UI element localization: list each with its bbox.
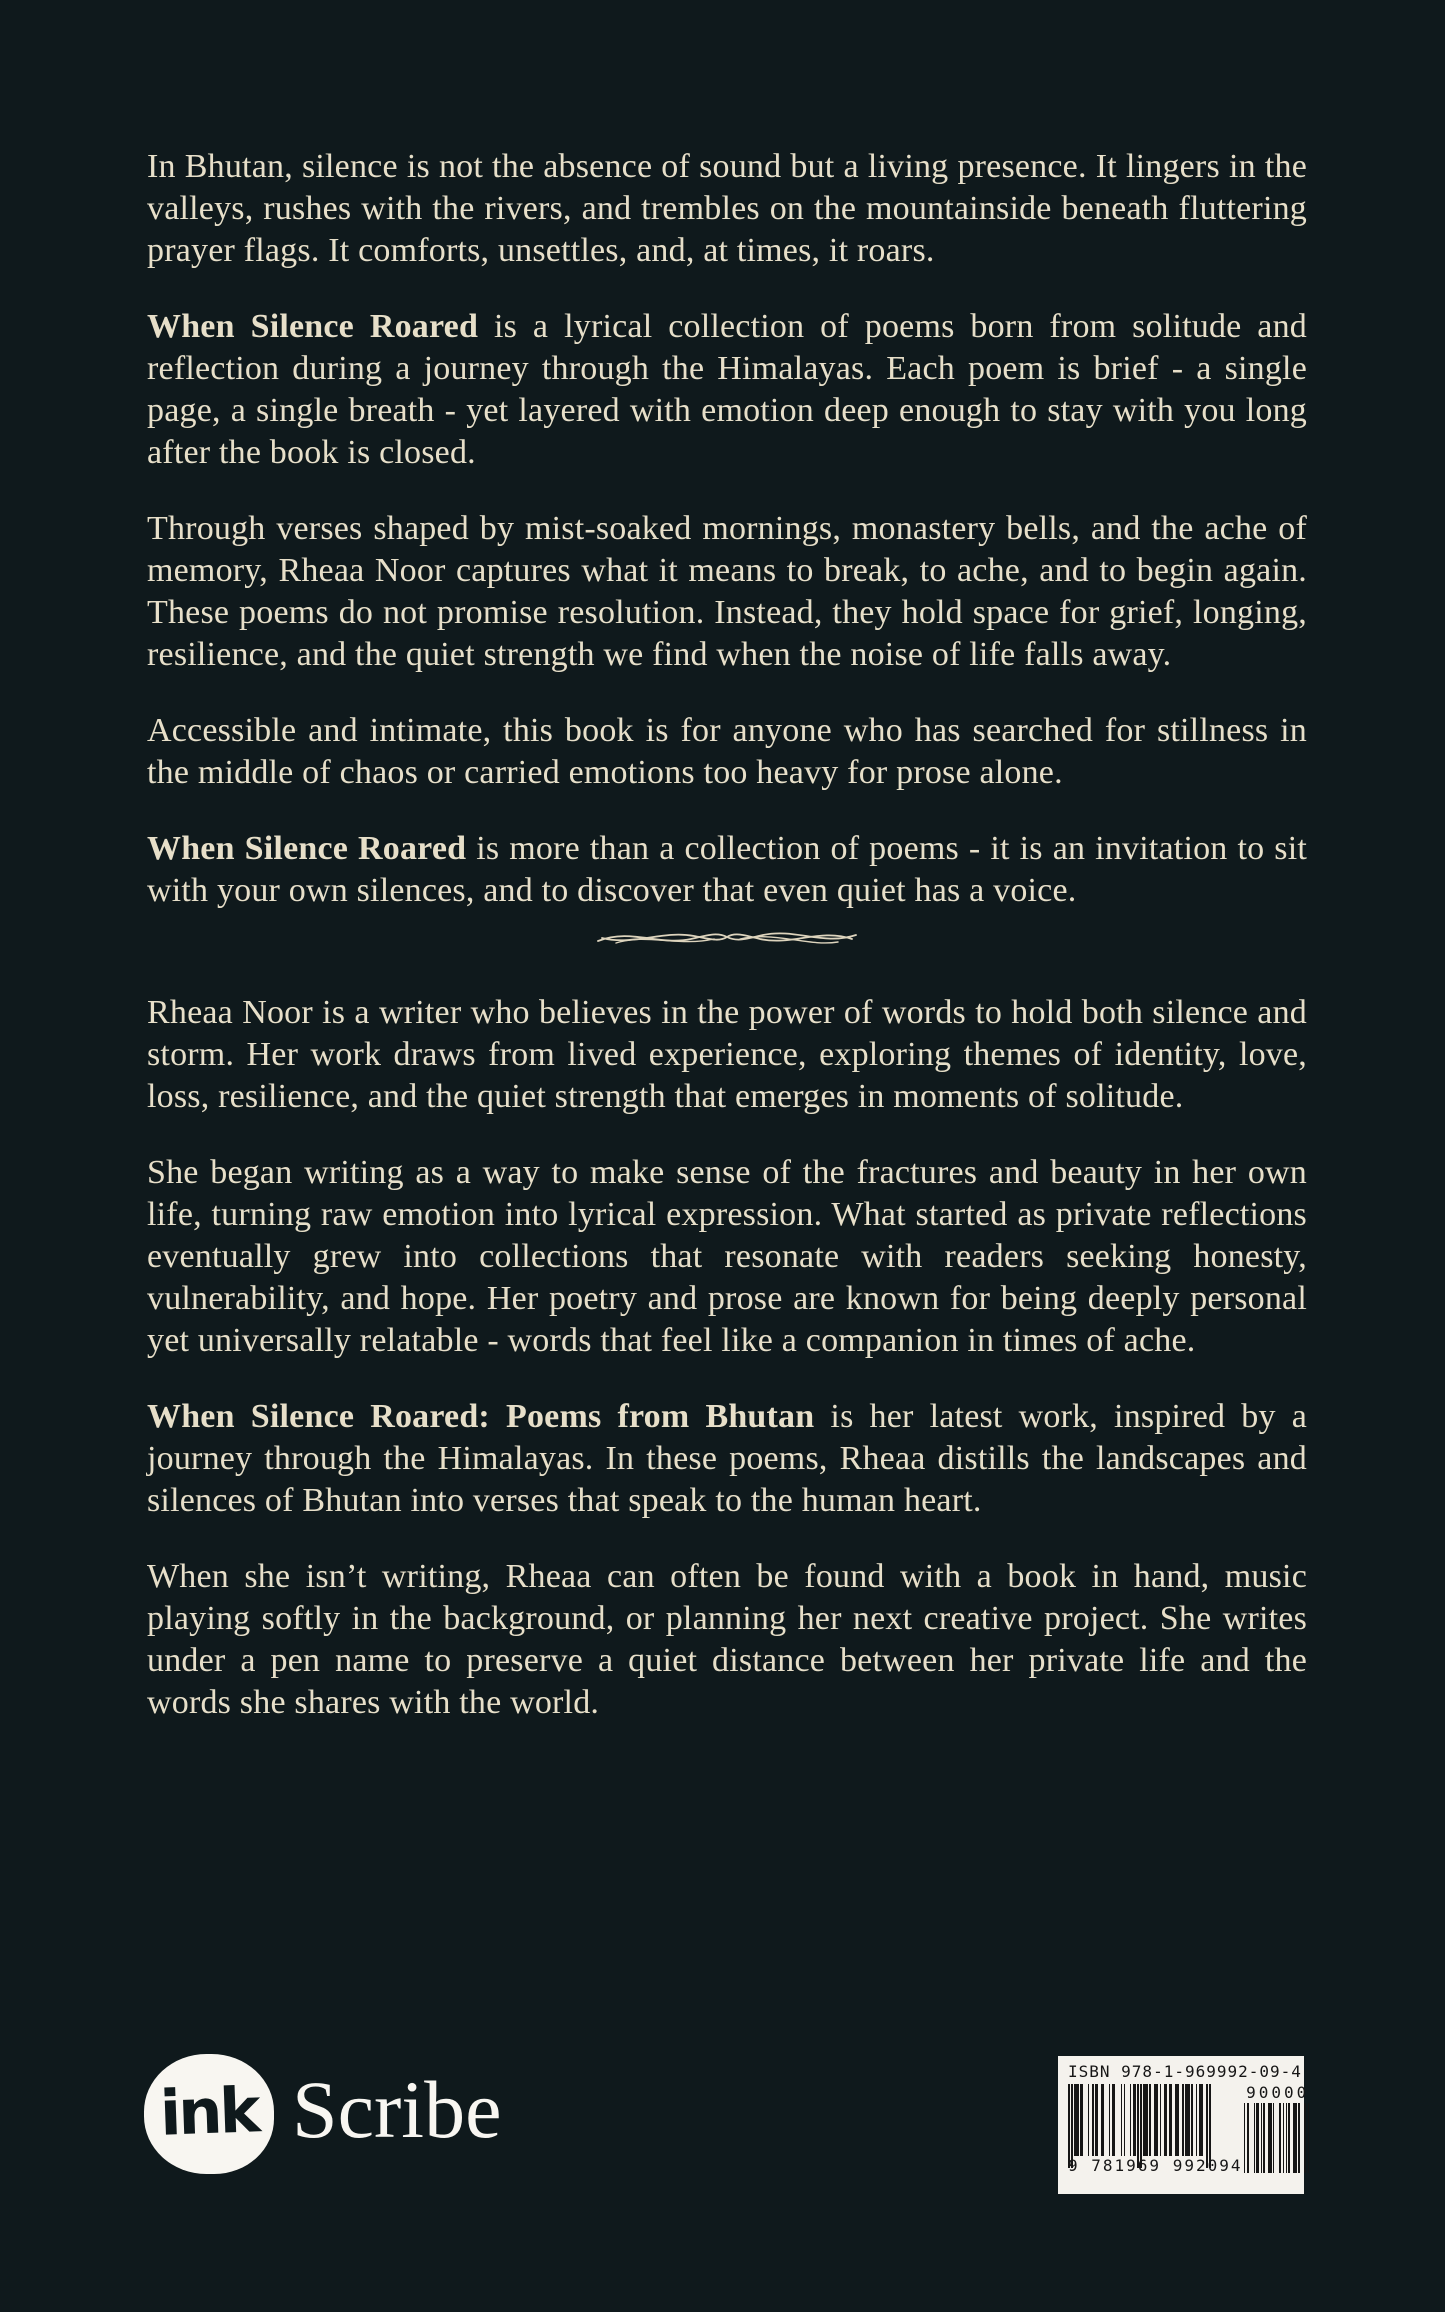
flourish-divider-icon [596, 926, 858, 948]
back-cover-text [147, 146, 1307, 1724]
ean13-barcode [1068, 2084, 1243, 2174]
synopsis-paragraph [147, 306, 1307, 474]
publisher-logo [144, 2054, 501, 2174]
section-divider [147, 926, 1307, 948]
barcode-digits: 9 781969 992094 [1068, 2156, 1243, 2175]
paragraph-text: When she isn’t writing, Rheaa can often be found with a book in hand, music playing softly in the background, or planning her next creative project. She writes under a pen name to preserve a quiet distance between her private life and the words she shares with the world. [147, 1558, 1307, 1721]
paragraph-text: Accessible and intimate, this book is for anyone who has searched for stillness in the middle of chaos or carried emotions too heavy for prose alone. [147, 712, 1307, 791]
synopsis-paragraph [147, 828, 1307, 912]
synopsis-section [147, 146, 1307, 912]
synopsis-paragraph [147, 146, 1307, 272]
paragraph-text: She began writing as a way to make sense of the fractures and beauty in her own life, turning raw emotion into lyrical expression. What started as private reflections eventually grew into collections that resonate with readers seeking honesty, vulnerability, and hope. Her poetry and prose are known for being deeply personal yet universally relatable - words that feel like a companion in times of ache. [147, 1154, 1307, 1359]
isbn-number: ISBN 978-1-969992-09-4 [1068, 2062, 1302, 2081]
bio-paragraph [147, 992, 1307, 1118]
synopsis-paragraph [147, 508, 1307, 676]
publisher-name: Scribe [292, 2064, 502, 2155]
paragraph-text: is more than a collection of poems - it is an invitation to sit with your own silences, and to discover that even quiet has a voice. [147, 830, 1307, 909]
barcode-module [1308, 2103, 1309, 2173]
isbn-barcode [1058, 2056, 1310, 2194]
barcode-bars-row [1068, 2083, 1310, 2188]
paragraph-text: is her latest work, inspired by a journey through the Himalayas. In these poems, Rheaa distills the landscapes and silences of Bhutan into verses that speak to the human heart. [147, 1398, 1307, 1519]
bio-paragraph [147, 1152, 1307, 1362]
book-title-emphasis: When Silence Roared: Poems from Bhutan [147, 1398, 815, 1435]
paragraph-text: In Bhutan, silence is not the absence of sound but a living presence. It lingers in the valleys, rushes with the rivers, and trembles on the mountainside beneath fluttering prayer flags. It comforts, unsettles, and, at times, it roars. [147, 148, 1307, 269]
bio-paragraph [147, 1396, 1307, 1522]
synopsis-paragraph [147, 710, 1307, 794]
book-title-emphasis: When Silence Roared [147, 308, 479, 345]
bio-paragraph [147, 1556, 1307, 1724]
book-title-emphasis: When Silence Roared [147, 830, 467, 867]
price-code: 90000 [1246, 2083, 1310, 2102]
ean5-bars [1243, 2103, 1310, 2173]
paragraph-text: Rheaa Noor is a writer who believes in the power of words to hold both silence and storm. Her work draws from lived experience, exploring themes of identity, love, loss, resilience, and the quiet strength that emerges in moments of solitude. [147, 994, 1307, 1115]
ean5-addon-barcode [1243, 2084, 1310, 2173]
ink-blob-icon [144, 2054, 274, 2174]
logo-mark-text: ink [158, 2072, 260, 2150]
paragraph-text: is a lyrical collection of poems born from solitude and reflection during a journey through the Himalayas. Each poem is brief - a single page, a single breath - yet layered with emotion deep enough to stay with you long after the book is closed. [147, 308, 1308, 471]
paragraph-text: Through verses shaped by mist-soaked mornings, monastery bells, and the ache of memory, Rheaa Noor captures what it means to break, to ache, and to begin again. These poems do not promise resolution. Instead, they hold space for grief, longing, resilience, and the quiet strength we find when the noise of life falls away. [147, 510, 1307, 673]
author-bio-section [147, 992, 1307, 1724]
